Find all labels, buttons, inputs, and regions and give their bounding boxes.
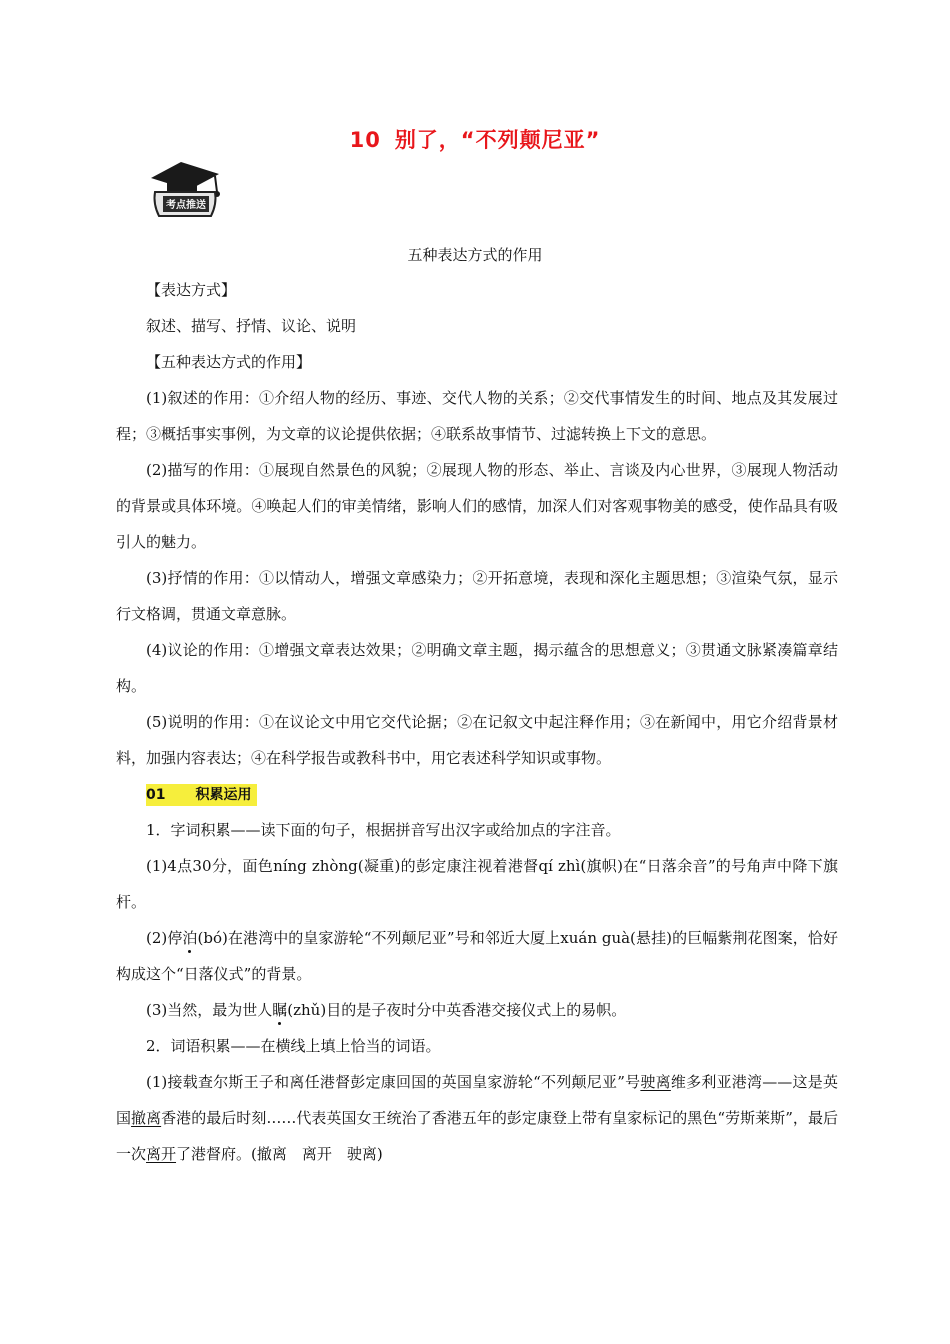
document-body xyxy=(116,280,838,1172)
function-lyric: (3)抒情的作用：①以情动人，增强文章感染力；②开拓意境，表现和深化主题思想；③渲染气氛，显示行文格调，贯通文章意脉。 xyxy=(116,569,838,623)
section-tag: 01 积累运用 xyxy=(146,784,257,806)
dotted-char: 瞩 xyxy=(272,1001,288,1019)
question-1-stem: 1．字词积累——读下面的句子，根据拼音写出汉字或给加点的字注音。 xyxy=(146,821,621,839)
lesson-number: 10 xyxy=(349,128,381,152)
exam-points-logo xyxy=(145,158,225,224)
function-argument: (4)议论的作用：①增强文章表达效果；②明确文章主题，揭示蕴含的思想意义；③贯通文脉紧凑篇章结构。 xyxy=(116,641,838,695)
question-1-item-1: (1)4点30分，面色níng zhòng(凝重)的彭定康注视着港督qí zhì(旗帜)在“日落余音”的号角声中降下旗杆。 xyxy=(116,857,838,911)
question-1-item-3: (3)当然，最为世人瞩(zhǔ)目的是子夜时分中英香港交接仪式上的易帜。 xyxy=(146,1001,627,1019)
heading-functions: 【五种表达方式的作用】 xyxy=(146,353,312,371)
section-header xyxy=(116,776,838,812)
methods-list: 叙述、描写、抒情、议论、说明 xyxy=(146,317,357,335)
question-2-stem: 2．词语积累——在横线上填上恰当的词语。 xyxy=(146,1037,441,1055)
question-2-item-1: (1)接载查尔斯王子和离任港督彭定康回国的英国皇家游轮“不列颠尼亚”号驶离维多利亚港湾——这是英国撤离香港的最后时刻……代表英国女王统治了香港五年的彭定康登上带有皇家标记的黑色“劳斯莱斯”，最后一次离开了港督府。(撤离 离开 驶离) xyxy=(116,1073,838,1163)
question-1-item-2: (2)停泊(bó)在港湾中的皇家游轮“不列颠尼亚”号和邻近大厦上xuán guà(悬挂)的巨幅紫荆花图案，恰好构成这个“日落仪式”的背景。 xyxy=(116,929,838,983)
logo-text: 考点推送 xyxy=(166,200,206,211)
dotted-char: 泊 xyxy=(182,929,198,947)
lesson-title: 别了，“不列颠尼亚” xyxy=(394,128,601,152)
subtitle: 五种表达方式的作用 xyxy=(407,246,543,264)
answer-word: 撤离 xyxy=(131,1109,162,1127)
function-exposition: (5)说明的作用：①在议论文中用它交代论据；②在记叙文中起注释作用；③在新闻中，用它介绍背景材料，加强内容表达；④在科学报告或教科书中，用它表述科学知识或事物。 xyxy=(116,713,838,767)
answer-word: 离开 xyxy=(146,1145,177,1163)
answer-word: 驶离 xyxy=(640,1073,671,1091)
graduation-cap-icon xyxy=(145,158,225,224)
page-title xyxy=(0,124,950,154)
function-narration: (1)叙述的作用：①介绍人物的经历、事迹、交代人物的关系；②交代事情发生的时间、地点及其发展过程；③概括事实事例，为文章的议论提供依据；④联系故事情节、过滤转换上下文的意思。 xyxy=(116,389,838,443)
function-description: (2)描写的作用：①展现自然景色的风貌；②展现人物的形态、举止、言谈及内心世界，③展现人物活动的背景或具体环境。④唤起人们的审美情绪，影响人们的感情，加深人们对客观事物美的感受，使作品具有吸引人的魅力。 xyxy=(116,461,838,551)
heading-methods: 【表达方式】 xyxy=(146,281,237,299)
